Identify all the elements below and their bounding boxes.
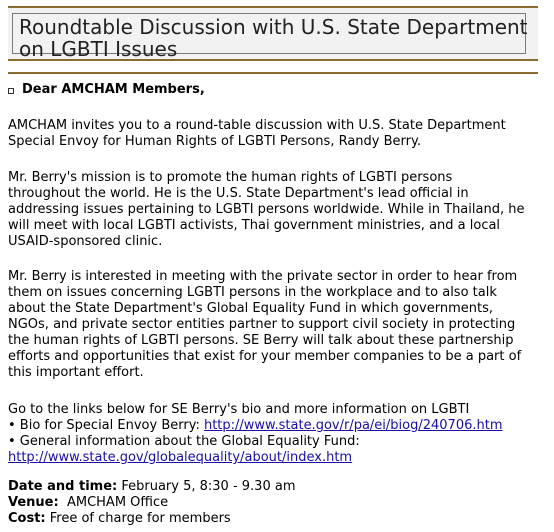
cost-row — [8, 511, 548, 527]
text-line: AMCHAM invites you to a round-table discussion with U.S. State Department — [8, 118, 506, 133]
greeting — [8, 82, 205, 97]
page-title — [12, 13, 528, 61]
venue-row — [8, 495, 548, 511]
bio-link[interactable]: http://www.state.gov/r/pa/ei/biog/240706.htm — [203, 418, 503, 433]
text-line: them on issues concerning LGBTI persons in the workplace and to also talk — [8, 285, 497, 300]
text-line: efforts and opportunities that exist for your member companies to be a part of — [8, 349, 522, 364]
interest-paragraph — [8, 269, 548, 381]
text-line: USAID-sponsored clinic. — [8, 234, 163, 249]
text-line: throughout the world. He is the U.S. State Department's lead official in — [8, 186, 469, 201]
bio-link-row — [8, 418, 548, 434]
venue-label: Venue: — [8, 495, 59, 510]
event-details — [8, 479, 548, 527]
title-line-1: Roundtable Discussion with U.S. State Department — [19, 15, 528, 39]
links-intro: Go to the links below for SE Berry's bio and more information on LGBTI — [8, 402, 470, 417]
text-line: Special Envoy for Human Rights of LGBTI Persons, Randy Berry. — [8, 134, 421, 149]
text-line: this important effort. — [8, 365, 144, 380]
greeting-text: Dear AMCHAM Members, — [22, 82, 205, 97]
date-row — [8, 479, 548, 495]
text-line: Mr. Berry's mission is to promote the human rights of LGBTI persons — [8, 170, 453, 185]
text-line: about the State Department's Global Equality Fund in which governments, — [8, 301, 493, 316]
intro-paragraph — [8, 118, 548, 150]
text-line: the human rights of LGBTI persons. SE Berry will talk about these partnership — [8, 333, 514, 348]
date-label: Date and time: — [8, 479, 118, 494]
bio-link-label: • Bio for Special Envoy Berry: — [8, 418, 204, 433]
square-bullet-icon — [8, 88, 14, 94]
links-section — [8, 402, 548, 466]
text-line: will meet with local LGBTI activists, Thai government ministries, and a local — [8, 218, 501, 233]
text-line: NGOs, and private sector entities partner to support civil society in protecting — [8, 317, 516, 332]
title-line-2: on LGBTI Issues — [19, 37, 178, 61]
gef-link-label: • General information about the Global Equality Fund: — [8, 434, 360, 449]
venue-value: AMCHAM Office — [58, 495, 169, 510]
divider — [8, 72, 538, 74]
text-line: addressing issues pertaining to LGBTI persons worldwide. While in Thailand, he — [8, 202, 525, 217]
text-line: Mr. Berry is interested in meeting with the private sector in order to hear from — [8, 269, 518, 284]
global-equality-link[interactable]: http://www.state.gov/globalequality/about/index.htm — [8, 450, 353, 465]
cost-value: Free of charge for members — [45, 511, 231, 526]
cost-label: Cost: — [8, 511, 46, 526]
date-value: February 5, 8:30 - 9.30 am — [117, 479, 296, 494]
mission-paragraph — [8, 170, 548, 250]
title-banner — [8, 6, 538, 61]
